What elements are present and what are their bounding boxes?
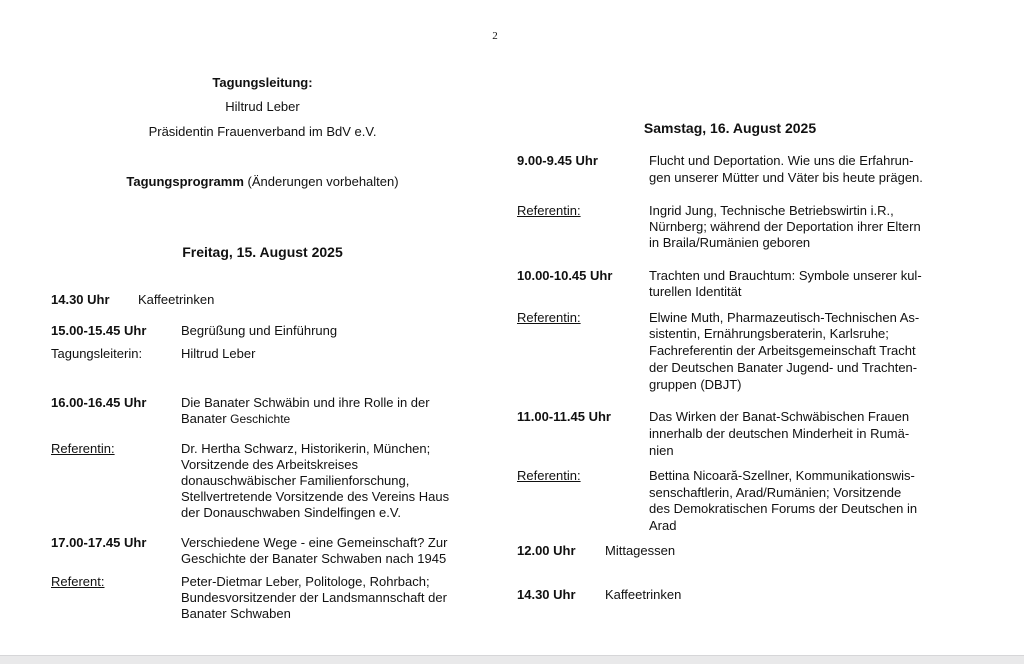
saturday-s3-line1: Das Wirken der Banat-Schwäbischen Frauen — [649, 409, 910, 424]
saturday-s1-line1: Flucht und Deportation. Wie uns die Erfahrun- — [649, 153, 914, 168]
saturday-s2-p5: gruppen (DBJT) — [649, 377, 742, 392]
friday-s2-line2b: Geschichte — [230, 412, 291, 426]
friday-title: Freitag, 15. August 2025 — [182, 244, 343, 260]
saturday-s1-p1: Ingrid Jung, Technische Betriebswirtin i.R., — [649, 203, 894, 218]
friday-s2-line2a: Banater — [181, 411, 227, 426]
saturday-s2-p1: Elwine Muth, Pharmazeutisch-Technischen As- — [649, 310, 920, 325]
friday-s3-p2: Bundesvorsitzender der Landsmannschaft der — [181, 590, 447, 605]
saturday-s3-p2: senschaftlerin, Arad/Rumänien; Vorsitzende — [649, 485, 902, 500]
saturday-s3-label: Referentin: — [517, 468, 581, 483]
saturday-s3-line3: nien — [649, 443, 674, 458]
friday-s1-person: Hiltrud Leber — [181, 346, 256, 361]
friday-s3-p3: Banater Schwaben — [181, 606, 291, 621]
friday-s2-p2: Vorsitzende des Arbeitskreises — [181, 457, 359, 472]
friday-s3-p1: Peter-Dietmar Leber, Politologe, Rohrbach; — [181, 574, 430, 589]
saturday-s2-p3: Fachreferentin der Arbeitsgemeinschaft Tracht — [649, 343, 916, 358]
saturday-s2-line2: turellen Identität — [649, 284, 742, 299]
saturday-s1-p3: in Braila/Rumänien geboren — [649, 235, 811, 250]
programm-heading — [100, 174, 425, 189]
saturday-s5-time: 14.30 Uhr — [517, 587, 576, 602]
saturday-s4-text: Mittagessen — [605, 543, 676, 558]
saturday-s3-p4: Arad — [649, 518, 677, 533]
friday-s2-p5: der Donauschwaben Sindelfingen e.V. — [181, 505, 401, 520]
leitung-role: Präsidentin Frauenverband im BdV e.V. — [148, 124, 377, 139]
saturday-s1-label: Referentin: — [517, 203, 581, 218]
friday-s2-p4: Stellvertretende Vorsitzende des Vereins Haus — [181, 489, 450, 504]
friday-s1-text: Begrüßung und Einführung — [181, 323, 338, 338]
programm-title: Tagungsprogramm — [126, 174, 244, 189]
saturday-s2-label: Referentin: — [517, 310, 581, 325]
saturday-s1-p2: Nürnberg; während der Deportation ihrer Eltern — [649, 219, 921, 234]
saturday-s1-time: 9.00-9.45 Uhr — [517, 153, 598, 168]
saturday-s2-p2: sistentin, Ernährungsberaterin, Karlsruhe; — [649, 326, 889, 341]
friday-s3-line1: Verschiedene Wege - eine Gemeinschaft? Zur — [181, 535, 448, 550]
leitung-name: Hiltrud Leber — [225, 99, 300, 114]
friday-s2-line2 — [181, 411, 290, 426]
saturday-s3-line2: innerhalb der deutschen Minderheit in Rumä- — [649, 426, 910, 441]
saturday-s3-time: 11.00-11.45 Uhr — [517, 409, 611, 424]
saturday-title: Samstag, 16. August 2025 — [643, 120, 817, 136]
friday-s1-label: Tagungsleiterin: — [51, 346, 143, 361]
saturday-s2-p4: der Deutschen Banater Jugend- und Trachten- — [649, 360, 918, 375]
friday-s1-time: 15.00-15.45 Uhr — [51, 323, 147, 338]
friday-kaffee-time: 14.30 Uhr — [51, 292, 110, 307]
page-number: 2 — [492, 30, 498, 42]
friday-s3-label: Referent: — [51, 574, 105, 589]
saturday-s1-line2: gen unserer Mütter und Väter bis heute prägen. — [649, 170, 923, 185]
friday-s3-line2: Geschichte der Banater Schwaben nach 1945 — [181, 551, 447, 566]
leitung-title: Tagungsleitung: — [212, 75, 313, 90]
saturday-s2-line1: Trachten und Brauchtum: Symbole unserer kul- — [649, 268, 922, 283]
friday-s3-time: 17.00-17.45 Uhr — [51, 535, 147, 550]
saturday-s3-p1: Bettina Nicoară-Szellner, Kommunikationswis- — [649, 468, 915, 483]
friday-s2-p1: Dr. Hertha Schwarz, Historikerin, München; — [181, 441, 431, 456]
friday-s2-line1: Die Banater Schwäbin und ihre Rolle in der — [181, 395, 430, 410]
friday-s2-label: Referentin: — [51, 441, 115, 456]
saturday-s2-time: 10.00-10.45 Uhr — [517, 268, 613, 283]
saturday-s4-time: 12.00 Uhr — [517, 543, 576, 558]
friday-kaffee-text: Kaffeetrinken — [138, 292, 215, 307]
saturday-s5-text: Kaffeetrinken — [605, 587, 682, 602]
saturday-s3-p3: des Demokratischen Forums der Deutschen in — [649, 501, 918, 516]
friday-s2-p3: donauschwäbischer Familienforschung, — [181, 473, 410, 488]
programm-note: (Änderungen vorbehalten) — [247, 174, 399, 189]
friday-s2-time: 16.00-16.45 Uhr — [51, 395, 147, 410]
